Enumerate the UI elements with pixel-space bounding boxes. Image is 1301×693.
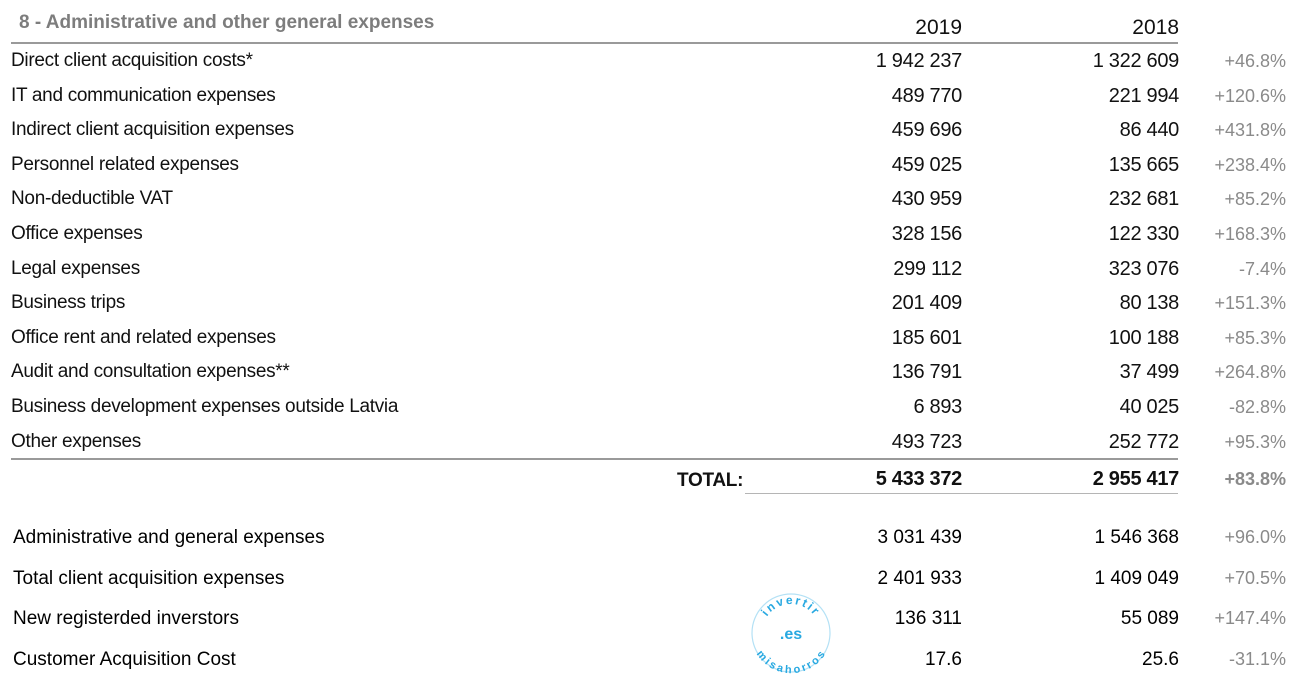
summary-value-2018: 1 546 368 — [1094, 527, 1179, 548]
row-change: +238.4% — [1214, 155, 1286, 175]
row-value-2018: 40 025 — [1119, 396, 1179, 418]
row-label: Direct client acquisition costs* — [11, 50, 253, 71]
summary-label: Administrative and general expenses — [13, 527, 325, 548]
row-value-2019: 328 156 — [891, 223, 962, 245]
row-label: Office rent and related expenses — [11, 327, 276, 348]
header-divider — [11, 42, 1178, 44]
summary-value-2019: 17.6 — [925, 649, 962, 670]
summary-value-2018: 55 089 — [1120, 608, 1179, 629]
row-value-2019: 459 696 — [891, 119, 962, 141]
total-2019: 5 433 372 — [875, 468, 962, 490]
row-value-2019: 185 601 — [891, 327, 962, 349]
svg-text:misahorros — [754, 648, 828, 674]
row-value-2018: 37 499 — [1119, 361, 1179, 383]
row-value-2019: 459 025 — [891, 154, 962, 176]
row-change: -7.4% — [1238, 259, 1286, 279]
summary-value-2018: 25.6 — [1142, 649, 1179, 670]
row-change: +85.2% — [1224, 189, 1286, 209]
summary-change: -31.1% — [1228, 649, 1286, 669]
row-change: -82.8% — [1228, 397, 1286, 417]
watermark-bottom-text: misahorros — [753, 648, 829, 674]
row-value-2018: 122 330 — [1108, 223, 1179, 245]
summary-change: +96.0% — [1224, 527, 1286, 547]
row-value-2018: 323 076 — [1108, 258, 1179, 280]
watermark-top-text: invertir — [758, 592, 824, 619]
summary-label: Customer Acquisition Cost — [13, 649, 236, 670]
row-value-2019: 493 723 — [891, 431, 962, 453]
total-underline — [745, 493, 1178, 494]
row-value-2019: 299 112 — [893, 258, 962, 280]
page-title: 8 - Administrative and other general expenses — [19, 12, 435, 33]
row-value-2018: 232 681 — [1108, 188, 1179, 210]
row-change: +431.8% — [1214, 120, 1286, 140]
row-value-2019: 6 893 — [913, 396, 962, 418]
total-divider — [11, 458, 1178, 460]
row-value-2018: 100 188 — [1108, 327, 1179, 349]
total-change: +83.8% — [1224, 469, 1286, 489]
summary-change: +147.4% — [1214, 608, 1286, 628]
summary-value-2019: 3 031 439 — [877, 527, 962, 548]
total-label: TOTAL: — [677, 470, 744, 491]
row-change: +95.3% — [1224, 432, 1286, 452]
row-value-2019: 430 959 — [891, 188, 962, 210]
row-label: Indirect client acquisition expenses — [11, 119, 294, 140]
summary-label: New registerded inverstors — [13, 608, 239, 629]
row-value-2018: 1 322 609 — [1092, 50, 1179, 72]
row-label: Non-deductible VAT — [11, 188, 173, 209]
summary-label: Total client acquisition expenses — [13, 568, 285, 589]
row-value-2019: 1 942 237 — [875, 50, 962, 72]
year-header-2018: 2018 — [1132, 16, 1179, 39]
total-2018: 2 955 417 — [1092, 468, 1179, 490]
row-label: Other expenses — [11, 431, 141, 452]
svg-text:invertir — [758, 593, 823, 619]
row-change: +85.3% — [1224, 328, 1286, 348]
row-label: IT and communication expenses — [11, 85, 276, 106]
summary-change: +70.5% — [1224, 568, 1286, 588]
row-label: Office expenses — [11, 223, 143, 244]
watermark-logo — [750, 592, 832, 674]
row-value-2019: 136 791 — [891, 361, 962, 383]
row-value-2018: 252 772 — [1108, 431, 1179, 453]
row-value-2019: 201 409 — [891, 292, 962, 314]
row-change: +151.3% — [1214, 293, 1286, 313]
row-value-2018: 80 138 — [1119, 292, 1179, 314]
row-value-2018: 221 994 — [1108, 85, 1179, 107]
row-label: Audit and consultation expenses** — [11, 361, 290, 382]
row-change: +120.6% — [1214, 86, 1286, 106]
row-value-2019: 489 770 — [891, 85, 962, 107]
row-label: Legal expenses — [11, 258, 140, 279]
row-value-2018: 86 440 — [1119, 119, 1179, 141]
summary-value-2018: 1 409 049 — [1094, 568, 1179, 589]
row-change: +46.8% — [1224, 51, 1286, 71]
row-value-2018: 135 665 — [1108, 154, 1179, 176]
watermark-center-text: .es — [779, 626, 803, 643]
row-change: +264.8% — [1214, 362, 1286, 382]
row-label: Business trips — [11, 292, 126, 313]
summary-value-2019: 2 401 933 — [877, 568, 962, 589]
row-change: +168.3% — [1214, 224, 1286, 244]
row-label: Personnel related expenses — [11, 154, 239, 175]
row-label: Business development expenses outside Latvia — [11, 396, 399, 417]
summary-value-2019: 136 311 — [894, 608, 962, 629]
year-header-2019: 2019 — [915, 16, 962, 39]
